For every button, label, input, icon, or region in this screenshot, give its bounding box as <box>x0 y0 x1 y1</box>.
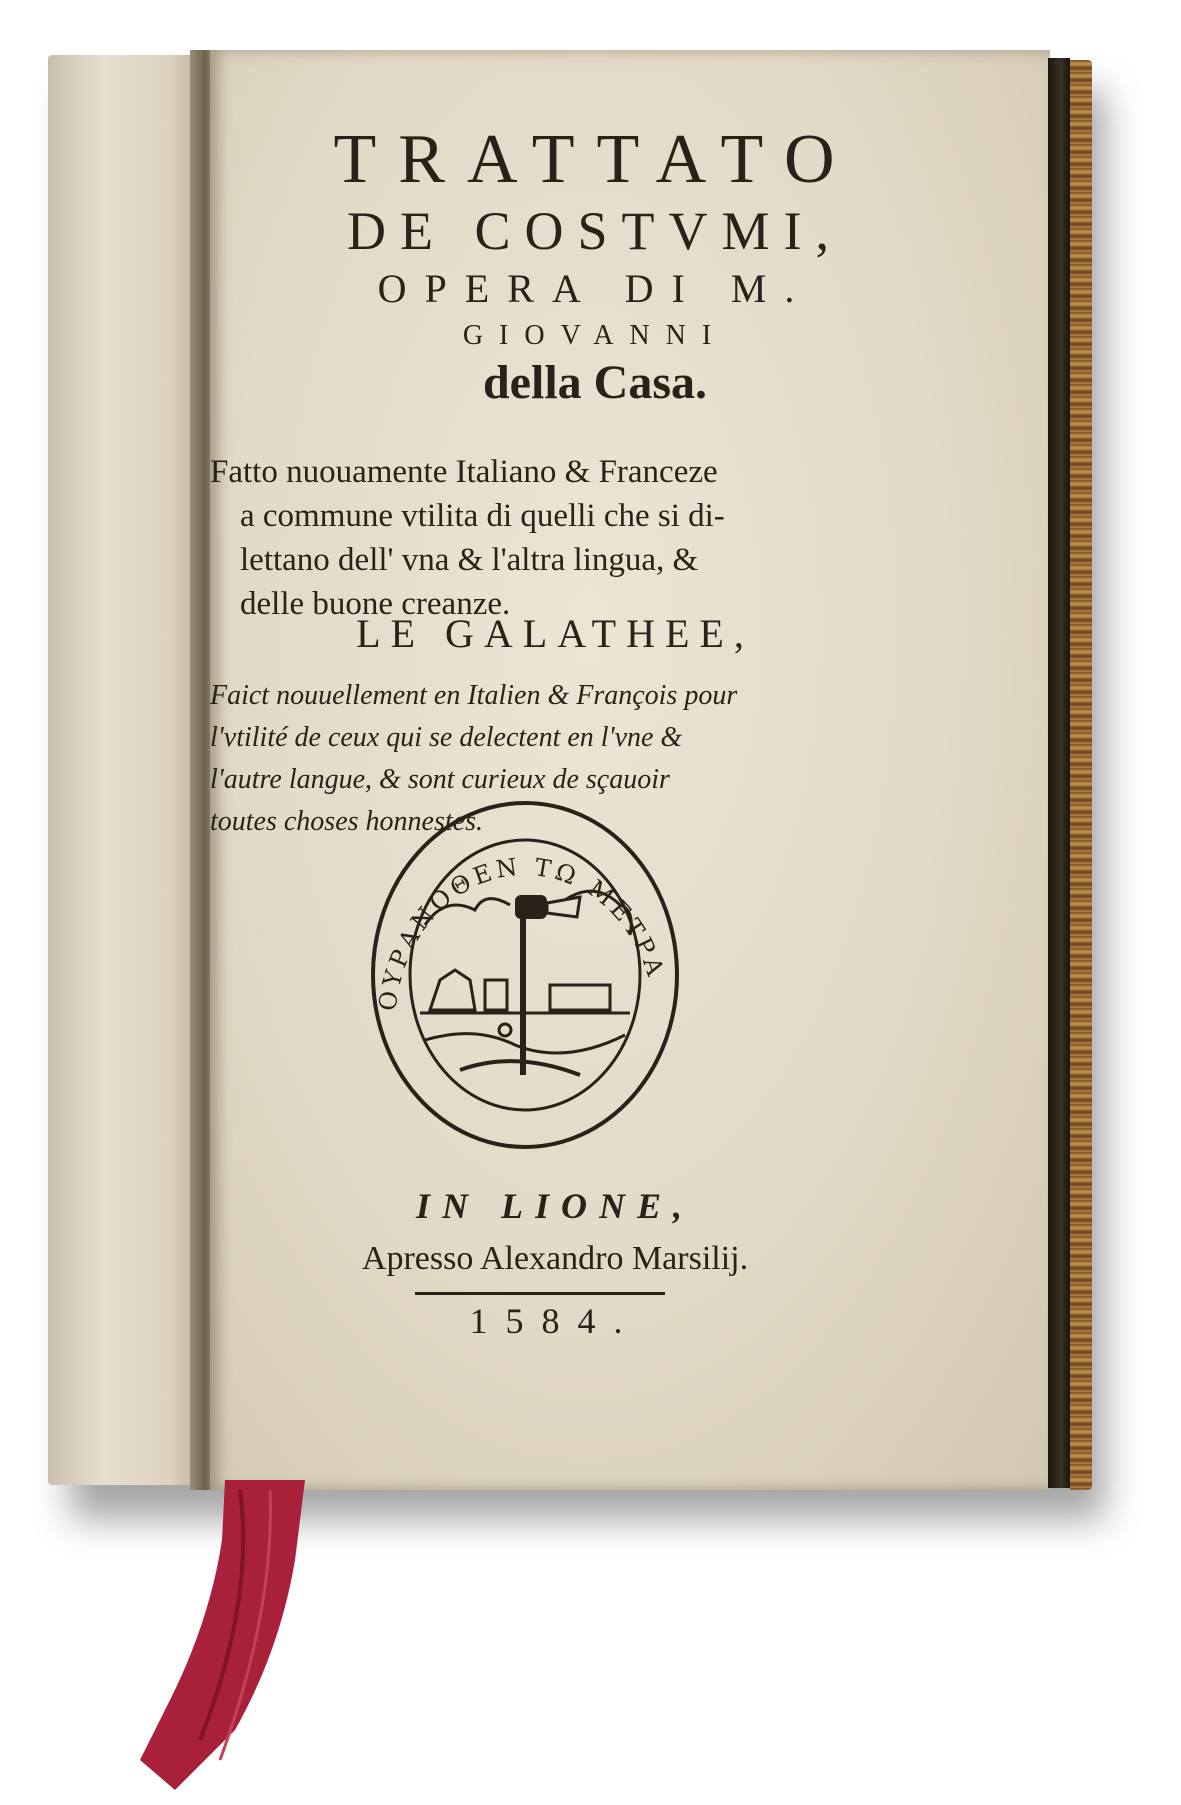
italian-line: delle buone creanze. <box>240 586 511 622</box>
page-block-edge <box>1048 58 1070 1488</box>
italian-line: lettano dell' vna & l'altra lingua, & <box>240 542 699 578</box>
imprint-city: IN LIONE, <box>415 1186 694 1226</box>
printers-device-emblem <box>365 795 685 1155</box>
author-name: della Casa. <box>482 356 707 409</box>
title-line-trattato: TRATTATO <box>333 121 857 198</box>
italian-line: a commune vtilita di quelli che si di- <box>240 498 725 534</box>
emblem-scene <box>420 891 631 1075</box>
imprint-year: 1584. <box>469 1301 641 1341</box>
title-line-opera: OPERA DI M. <box>377 266 813 311</box>
french-title: LE GALATHEE, <box>356 611 754 656</box>
french-line: toutes choses honnestes. <box>210 806 483 837</box>
title-page-text <box>185 60 1005 1420</box>
french-line: Faict nouuellement en Italien & François pour <box>210 680 738 711</box>
imprint-printer: Apresso Alexandro Marsilij. <box>361 1240 749 1277</box>
french-line: l'autre langue, & sont curieux de sçauoir <box>210 764 670 795</box>
italian-subtitle <box>210 450 870 626</box>
italian-line: Fatto nuouamente Italiano & Franceze <box>210 454 718 490</box>
left-page <box>48 55 208 1485</box>
imprint-rule <box>415 1292 665 1295</box>
emblem-motto: ΟΥΡΑΝΟΘΕΝ ΤΩ ΜΕΤΡΑ <box>373 852 671 1013</box>
french-line: l'vtilité de ceux qui se delectent en l'vne & <box>210 722 683 753</box>
title-line-giovanni: GIOVANNI <box>462 320 728 351</box>
gilt-cover-edge <box>1070 60 1092 1490</box>
title-line-costumi: DE COSTVMI, <box>346 201 843 261</box>
